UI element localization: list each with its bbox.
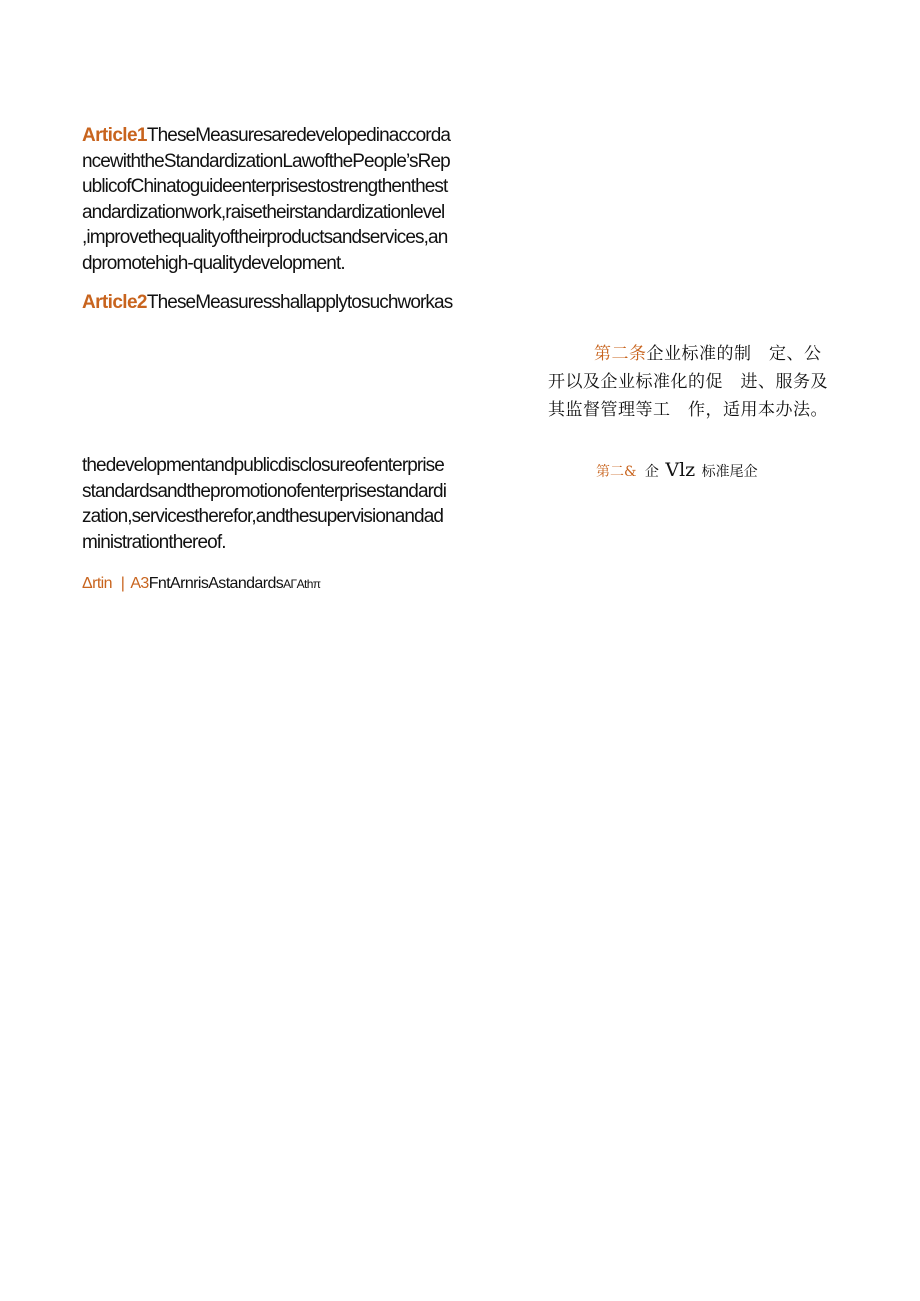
article-2-cont-line-3: zation,servicestherefor,andthesupervisionandad	[82, 506, 444, 527]
article-2-cont-line-4: ministrationthereof.	[82, 531, 226, 553]
article-3-zh-text-a: 企	[644, 464, 659, 480]
article-3-divider: |	[120, 575, 125, 592]
article-3-zh-text-b: Vlz	[665, 459, 696, 481]
article-1-line-2: ncewiththeStandardizationLawofthePeople’sRep	[82, 150, 450, 172]
article-3-english-fragment	[82, 575, 320, 593]
article-1-line-6: dpromotehigh-qualitydevelopment.	[82, 252, 345, 274]
article-3-text-small: AΓAthπ	[283, 577, 321, 591]
article-1-line-4: andardizationwork,raisetheirstandardizationlevel	[82, 201, 445, 223]
article-1-text	[82, 123, 552, 276]
article-1-label: Article1	[82, 125, 147, 146]
article-2-line-1: TheseMeasuresshallapplytosuchworkas	[146, 292, 453, 313]
article-2-zh-line-1: 第二条企业标准的制 定、公	[594, 344, 822, 364]
article-1-line-3: ublicofChinatoguideenterprisestostrengthenthest	[82, 176, 448, 197]
article-3-label-a: Δrtin	[82, 575, 112, 592]
article-2-label: Article2	[82, 292, 147, 313]
article-3-zh-label: 第二&	[596, 464, 637, 480]
article-2-continuation	[82, 453, 552, 555]
article-2-zh-line-3: 其监督管理等工 作，适用本办法。	[548, 400, 828, 420]
article-2-cont-line-2: standardsandthepromotionofenterprisestandardi	[82, 480, 447, 502]
article-2-cont-line-1: thedevelopmentandpublicdisclosureofenterprise	[82, 455, 444, 476]
article-3-text: FntArnrisAstandards	[148, 575, 284, 592]
article-3-label-b: A3	[130, 575, 149, 592]
article-2-zh-label: 第二条	[594, 344, 647, 364]
article-2-chinese-text	[548, 340, 848, 424]
article-2-heading-line	[82, 290, 552, 316]
article-2-zh-line-2: 开以及企业标准化的促 进、服务及	[548, 372, 828, 392]
article-1-line-1: Article1TheseMeasuresaredevelopedinaccorda	[82, 125, 451, 146]
article-3-zh-text-c: 标准尾企	[701, 464, 758, 480]
article-1-line-5: ,improvethequalityoftheirproductsandservices,an	[82, 227, 448, 248]
article-3-chinese-fragment	[596, 459, 758, 481]
